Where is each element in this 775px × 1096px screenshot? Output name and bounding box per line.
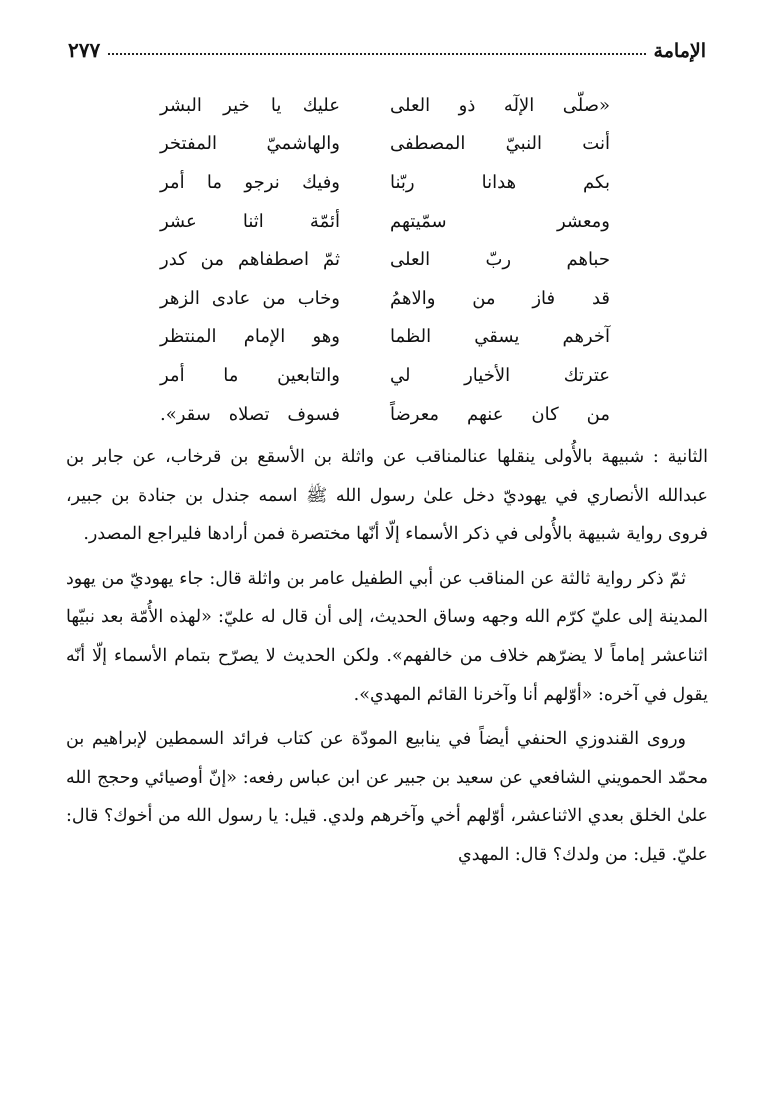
paragraph-third-narration: ثمّ ذكر رواية ثالثة عن المناقب عن أبي الطفيل عامر بن واثلة قال: جاء يهوديّ من يهود المدينة إلى عليّ كرّم الله وجهه وساق الحديث، إلى أن قال له عليّ: «لهذه الأُمّة بعد نبيّها اثناعشر إماماً لا يضرّهم خلاف من خالفهم». ولكن الحديث لا يصرّح بتمام الأسماء إلّا أنّه يقول في آخره: «أوّلهم أنا وآخرنا القائم المهدي». [66, 568, 708, 705]
verse-second-hemistich: أئمّة اثنا عشر [160, 210, 340, 232]
header-title: الإمامة [653, 40, 706, 62]
verse-second-hemistich: وفيك نرجو ما أمر [160, 171, 340, 193]
running-header [68, 30, 706, 62]
verse-first-hemistich: من كان عنهم معرضاً [390, 403, 610, 425]
verse-first-hemistich: حباهم ربّ العلى [390, 249, 610, 271]
page-number: ٢٧٧ [68, 38, 101, 62]
poem-verse [160, 318, 610, 357]
verse-first-hemistich: قد فاز من والاهمُ [390, 287, 610, 309]
verse-second-hemistich: عليك يا خير البشر [160, 94, 340, 116]
verse-first-hemistich: آخرهم يسقي الظما [390, 326, 610, 348]
poem [160, 86, 610, 433]
verse-first-hemistich: عترتك الأخيار لي [390, 364, 610, 386]
verse-first-hemistich: أنت النبيّ المصطفى [390, 133, 610, 155]
poem-verse [160, 163, 610, 202]
verse-first-hemistich: بكم هدانا ربّنا [390, 171, 610, 193]
body-text [66, 438, 708, 875]
verse-second-hemistich: فسوف تصلاه سقر». [160, 403, 340, 425]
verse-second-hemistich: وهو الإمام المنتظر [160, 326, 340, 348]
verse-second-hemistich: والتابعين ما أمر [160, 364, 340, 386]
poem-verse [160, 125, 610, 164]
paragraph-qunduzi-narration: وروى القندوزي الحنفي أيضاً في ينابيع المودّة عن كتاب فرائد السمطين لإبراهيم بن محمّد الحمويني الشافعي عن سعيد بن جبير عن ابن عباس رفعه: «إنّ أوصيائي وحجج الله علىٰ الخلق بعدي الاثناعشر، أوّلهم أخي وآخرهم ولدي. قيل: يا رسول الله من أخوك؟ قال: عليّ. قيل: من ولدك؟ قال: المهدي [66, 729, 708, 865]
poem-verse [160, 395, 610, 434]
verse-second-hemistich: والهاشميّ المفتخر [160, 133, 340, 155]
verse-first-hemistich: ومعشر سمّيتهم [390, 210, 610, 232]
poem-verse [160, 202, 610, 241]
verse-second-hemistich: ثمّ اصطفاهم من كدر [160, 249, 340, 271]
verse-second-hemistich: وخاب من عادى الزهر [160, 287, 340, 309]
verse-first-hemistich: «صلّى الإلٓه ذو العلى [390, 94, 610, 116]
poem-verse [160, 279, 610, 318]
paragraph-second-narration: الثانية : شبيهة بالأُولى ينقلها عنالمناقب عن واثلة بن الأسقع بن قرخاب، عن جابر بن عبدالله الأنصاري في يهوديّ دخل علىٰ رسول الله ﷺ اسمه جندل بن جنادة بن جبير، فروى رواية شبيهة بالأُولى في ذكر الأسماء إلّا أنّها مختصرة فمن أرادها فليراجع المصدر. [66, 447, 708, 545]
poem-verse [160, 240, 610, 279]
poem-verse [160, 86, 610, 125]
poem-verse [160, 356, 610, 395]
header-leader-dots [108, 53, 645, 55]
